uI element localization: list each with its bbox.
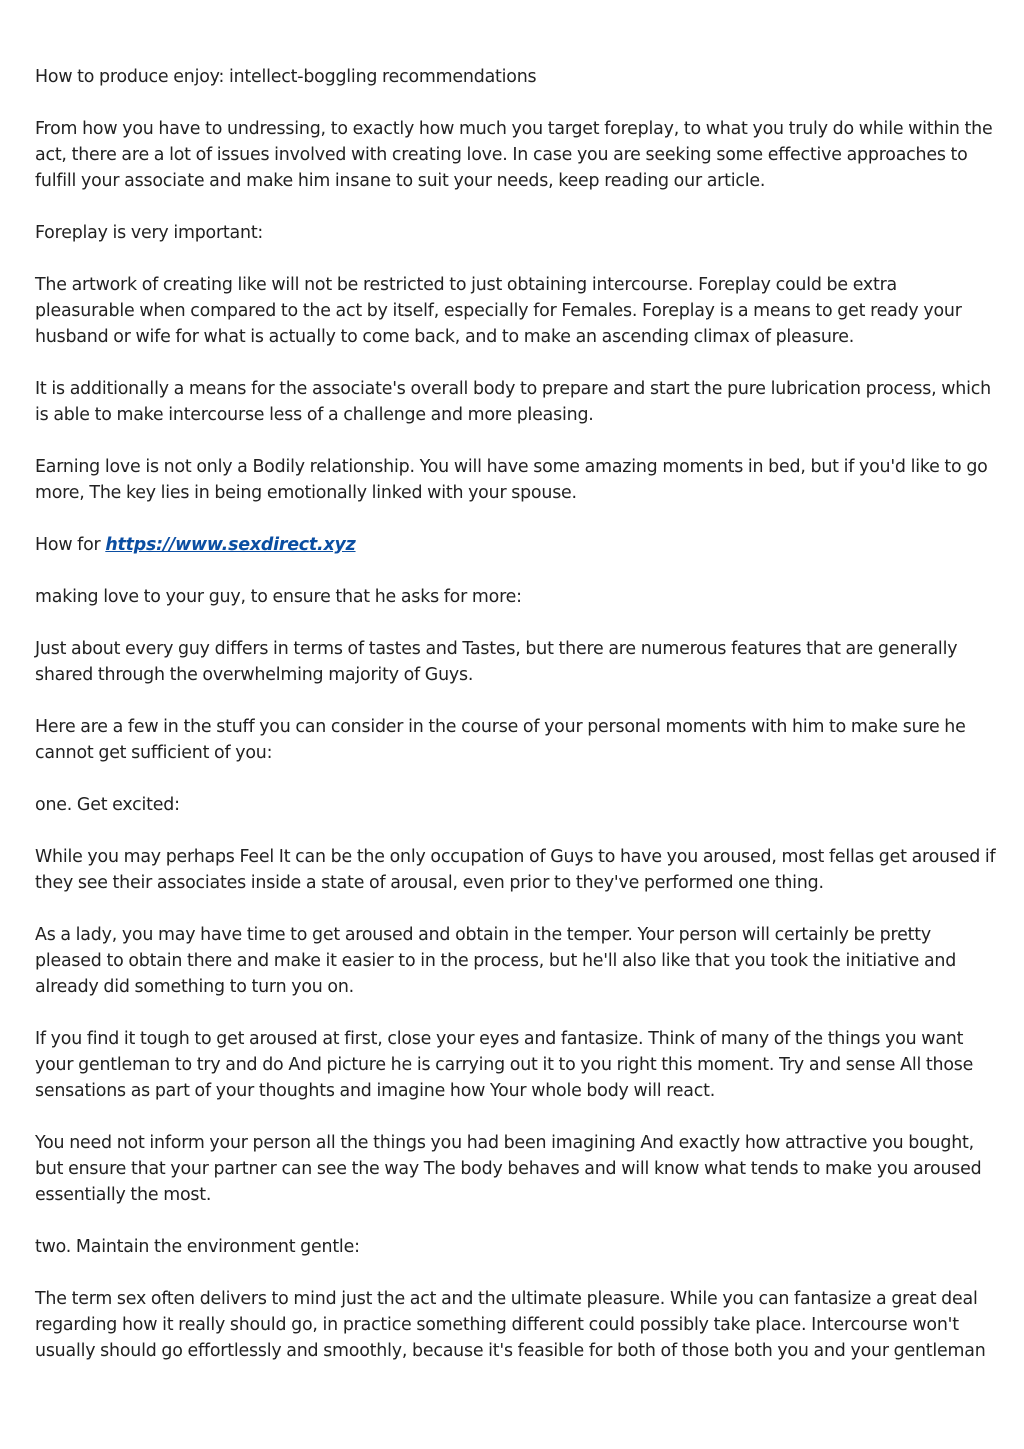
heading-gentle: two. Maintain the environment gentle: xyxy=(35,1237,360,1257)
paragraph-aroused: While you may perhaps Feel It can be the only occupation of Guys to have you aroused, most fellas get aroused if they see their associates inside a state of arousal, even prior to they've performed one thing. xyxy=(35,847,996,893)
paragraph-emotional: Earning love is not only a Bodily relationship. You will have some amazing moments in bed, but if you'd like to go more, The key lies in being emotionally linked with your spouse. xyxy=(35,457,988,503)
document-body xyxy=(35,64,997,1390)
paragraph-making-love: making love to your guy, to ensure that he asks for more: xyxy=(35,587,522,607)
paragraph-term-sex: The term sex often delivers to mind just the act and the ultimate pleasure. While you can fantasize a great deal regarding how it really should go, in practice something different could possibly take place. Intercourse won't usually should go effortlessly and smoothly, because it's feasible for both of those both you and your gentleman xyxy=(35,1289,986,1361)
paragraph-link-line xyxy=(35,532,997,558)
paragraph-intro: From how you have to undressing, to exactly how much you target foreplay, to what you truly do while within the act, there are a lot of issues involved with creating love. In case you are seeking some effective approaches to fulfill your associate and make him insane to suit your needs, keep reading our article. xyxy=(35,119,993,191)
paragraph-tastes: Just about every guy differs in terms of tastes and Tastes, but there are numerous features that are generally shared through the overwhelming majority of Guys. xyxy=(35,639,958,685)
paragraph-few-things: Here are a few in the stuff you can consider in the course of your personal moments with him to make sure he cannot get sufficient of you: xyxy=(35,717,966,763)
paragraph-lubrication: It is additionally a means for the associate's overall body to prepare and start the pure lubrication process, which is able to make intercourse less of a challenge and more pleasing. xyxy=(35,379,991,425)
paragraph-imagining: You need not inform your person all the things you had been imagining And exactly how attractive you bought, but ensure that your partner can see the way The body behaves and will know what tends to make you aroused essentially the most. xyxy=(35,1133,982,1205)
sexdirect-link[interactable]: https://www.sexdirect.xyz xyxy=(105,535,356,555)
link-prefix-text: How for xyxy=(35,535,106,555)
paragraph-fantasize: If you find it tough to get aroused at first, close your eyes and fantasize. Think of many of the things you want your gentleman to try and do And picture he is carrying out it to you right this moment. Try and sense All those sensations as part of your thoughts and imagine how Your whole body will react. xyxy=(35,1029,974,1101)
heading-get-excited: one. Get excited: xyxy=(35,795,180,815)
heading-foreplay: Foreplay is very important: xyxy=(35,223,264,243)
paragraph-lady: As a lady, you may have time to get aroused and obtain in the temper. Your person will certainly be pretty pleased to obtain there and make it easier to in the process, but he'll also like that you took the initiative and already did something to turn you on. xyxy=(35,925,957,997)
paragraph-foreplay: The artwork of creating like will not be restricted to just obtaining intercourse. Foreplay could be extra pleasurable when compared to the act by itself, especially for Females. Foreplay is a means to get ready your husband or wife for what is actually to come back, and to make an ascending climax of pleasure. xyxy=(35,275,962,347)
doc-title: How to produce enjoy: intellect-boggling recommendations xyxy=(35,67,537,87)
